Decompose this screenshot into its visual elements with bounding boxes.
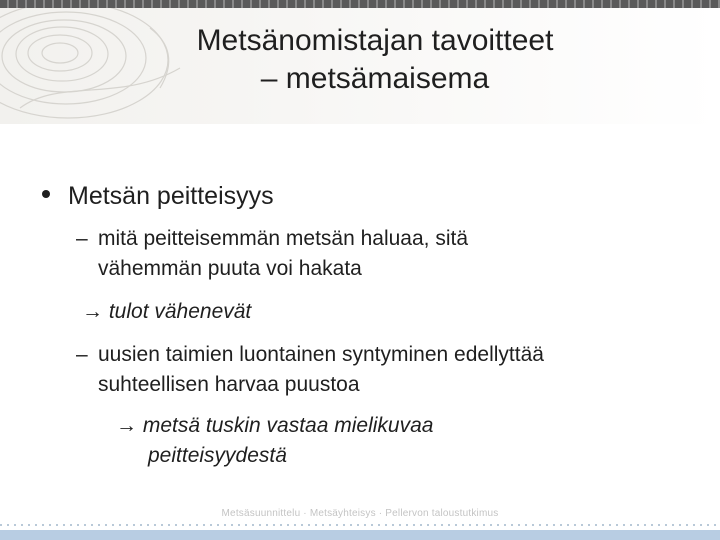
arrow-item-1: → tulot vähenevät bbox=[82, 300, 252, 323]
dash-marker: – bbox=[76, 343, 88, 366]
bottom-bar bbox=[0, 530, 720, 540]
bullet-icon bbox=[42, 190, 50, 198]
sub-item-2-line-2: suhteellisen harvaa puustoa bbox=[98, 373, 360, 396]
arrow-item-2-line-2: peitteisyydestä bbox=[148, 444, 287, 467]
bullet-item bbox=[42, 180, 274, 212]
sub-item-2 bbox=[76, 340, 544, 400]
sub-item-1 bbox=[76, 224, 468, 284]
title-line-1: Metsänomistajan tavoitteet bbox=[196, 24, 554, 57]
bottom-dotted-line bbox=[0, 524, 720, 526]
sub-item-2-line-1: uusien taimien luontainen syntyminen edellyttää bbox=[98, 343, 544, 366]
title-line-2: – metsämaisema bbox=[260, 62, 490, 95]
footer-text: Metsäsuunnittelu · Metsäyhteisys · Pellervon taloustutkimus bbox=[221, 508, 499, 519]
dash-marker: – bbox=[76, 227, 88, 250]
sub-item-1-line-2: vähemmän puuta voi hakata bbox=[98, 257, 362, 280]
sub-item-1-line-1: mitä peitteisemmän metsän haluaa, sitä bbox=[98, 227, 469, 250]
arrow-item-2 bbox=[116, 411, 433, 471]
arrow-item-2-line-1: → metsä tuskin vastaa mielikuvaa bbox=[116, 414, 434, 437]
top-stripe bbox=[0, 0, 720, 8]
slide-title bbox=[140, 22, 610, 98]
bullet-text: Metsän peitteisyys bbox=[68, 182, 274, 210]
